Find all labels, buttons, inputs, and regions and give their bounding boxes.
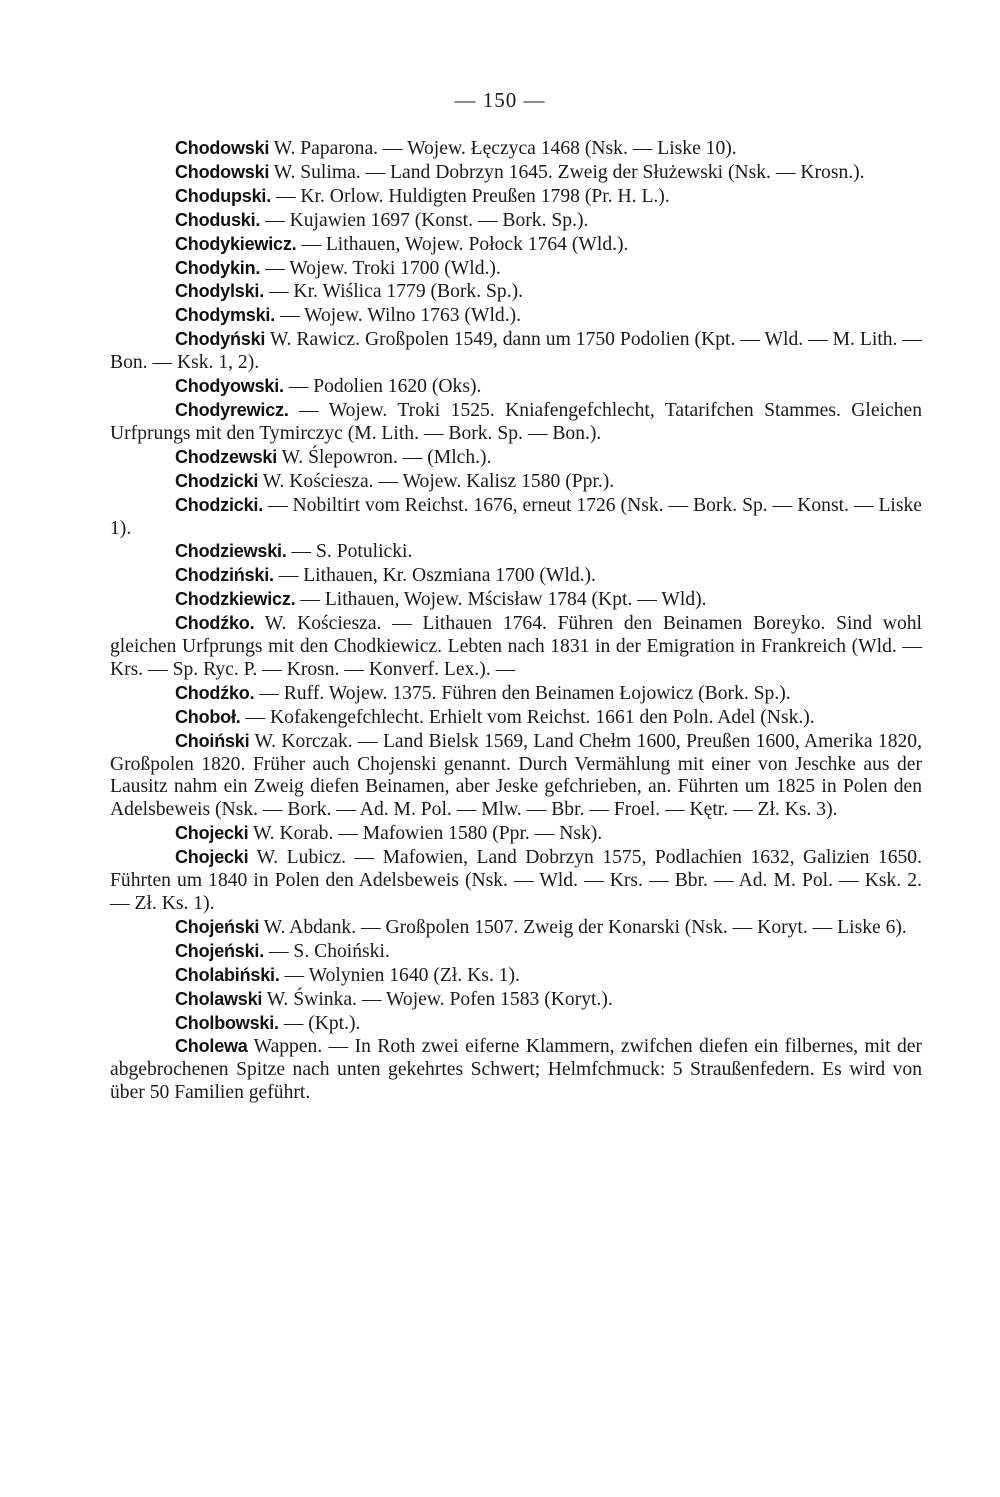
entry [110, 846, 922, 916]
page-number: — 150 — [454, 88, 546, 112]
entry-name: Chodyowski. [175, 376, 284, 397]
entry-text: W. Rawicz. Großpolen 1549, dann um 1750 Podolien (Kpt. — Wld. — M. Lith. — Bon. — Ksk. 1, 2). [110, 329, 923, 374]
entry-text: W. Kościesza. — Lithauen 1764. Führen den Beinamen Boreyko. Sind wohl gleichen Urfprungs mit den Chodkiewicz. Lebten nach 1831 in der Emigration in Frankreich (Wld. — Krs. — Sp. Ryc. P. — Krosn. — Konverf. Lex.). — [110, 613, 922, 680]
entry-text: — Kofakengefchlecht. Erhielt vom Reichst. 1661 den Poln. Adel (Nsk.). [245, 706, 815, 728]
entry-name: Chodzkiewicz. [175, 589, 296, 610]
entry-name: Choiński [175, 730, 250, 751]
entry-name: Cholabiński. [175, 964, 280, 985]
entry-name: Cholawski [175, 988, 263, 1009]
entry [110, 964, 922, 988]
entry [110, 1012, 922, 1036]
entry-name: Chojeński. [175, 940, 265, 961]
entry-name: Chodykin. [175, 257, 261, 278]
entry-name: Chodykiewicz. [175, 233, 297, 254]
entry [110, 494, 922, 541]
entry [110, 304, 922, 328]
entry-text: — Wolynien 1640 (Zł. Ks. 1). [284, 964, 520, 986]
entry-name: Chojecki [175, 823, 249, 844]
entry [110, 375, 922, 399]
entry-text: — Lithauen, Wojew. Połock 1764 (Wld.). [301, 233, 629, 255]
entry-name: Cholewa [175, 1036, 248, 1057]
entry-text: W. Abdank. — Großpolen 1507. Zweig der Konarski (Nsk. — Koryt. — Liske 6). [263, 916, 907, 938]
entry-text: W. Sulima. — Land Dobrzyn 1645. Zweig der Służewski (Nsk. — Krosn.). [273, 161, 865, 183]
entry-name: Chodymski. [175, 305, 276, 326]
entry-name: Chodzewski [175, 446, 278, 467]
entry-name: Chodźko. [175, 613, 255, 634]
entry-name: Chodyński [175, 329, 266, 350]
entry [110, 588, 922, 612]
entry [110, 682, 922, 706]
entry-text: — Wojew. Troki 1525. Kniafengefchlecht, Tatarifchen Stammes. Gleichen Urfprungs mit den Tymirczyc (M. Lith. — Bork. Sp. — Bon.). [110, 399, 922, 444]
entry-name: Chodowski [175, 138, 270, 158]
entry-name: Chodziński. [175, 565, 274, 586]
entry [110, 564, 922, 588]
entry-name: Chodowski [175, 161, 270, 182]
entry-text: — S. Potulicki. [291, 541, 413, 563]
entry-name: Chojecki [175, 847, 249, 868]
entry-name: Chodzicki. [175, 494, 264, 515]
entry-text: — Kr. Wiślica 1779 (Bork. Sp.). [268, 281, 524, 303]
entry [110, 328, 922, 375]
entry [110, 730, 922, 823]
entry-name: Cholbowski. [175, 1012, 279, 1033]
entry [110, 161, 922, 185]
entry-text: — Ruff. Wojew. 1375. Führen den Beinamen Łojowicz (Bork. Sp.). [259, 682, 791, 704]
entry [110, 137, 922, 161]
entry-text: — Wojew. Troki 1700 (Wld.). [265, 257, 501, 279]
entry-name: Chodzicki [175, 470, 259, 491]
entry-text: W. Ślepowron. — (Mlch.). [281, 446, 492, 468]
entry-text: — Lithauen, Wojew. Mścisław 1784 (Kpt. — Wld). [300, 589, 707, 611]
entry-text: — Kujawien 1697 (Konst. — Bork. Sp.). [265, 209, 589, 231]
entry-text: — Lithauen, Kr. Oszmiana 1700 (Wld.). [278, 565, 596, 587]
entry-name: Chodźko. [175, 682, 255, 703]
entry-text: — S. Choiński. [268, 940, 390, 962]
entry [110, 185, 922, 209]
entry [110, 988, 922, 1012]
entry [110, 470, 922, 494]
entry-name: Chojeński [175, 916, 260, 937]
entry [110, 209, 922, 233]
entry [110, 446, 922, 470]
entry [110, 280, 922, 304]
entry [110, 706, 922, 730]
entry [110, 233, 922, 257]
entry-text: W. Korczak. — Land Bielsk 1569, Land Chełm 1600, Preußen 1600, Amerika 1820, Großpolen 1820. Früher auch Chojenski genannt. Durch Vermählung mit einer von Jeschke aus der Lausitz nahm ein Zweig diefen Beinamen, aber Jeske gefchrieben, an. Führten um 1825 in Polen den Adelsbeweis (Nsk. — Bork. — Ad. M. Pol. — Mlw. — Bbr. — Froel. — Kętr. — Zł. Ks. 3). [110, 730, 923, 821]
entry-text: W. Lubicz. — Mafowien, Land Dobrzyn 1575, Podlachien 1632, Galizien 1650. Führten um 1840 in Polen den Adelsbeweis (Nsk. — Wld. — Krs. — Bbr. — Ad. M. Pol. — Ksk. 2. — Zł. Ks. 1). [110, 847, 923, 914]
entry [110, 257, 922, 281]
entry-text: W. Kościesza. — Wojew. Kalisz 1580 (Ppr.). [262, 470, 615, 492]
entry [110, 540, 922, 564]
entry-name: Chodziewski. [175, 541, 287, 562]
entry [110, 1035, 922, 1105]
entry-name: Chodyrewicz. [175, 399, 289, 420]
entry-text: Wappen. — In Roth zwei eiferne Klammern, zwifchen diefen ein filbernes, mit der abgebrochenen Spitze nach unten gekehrtes Schwert; Helmfchmuck: 5 Straußenfedern. Es wird von über 50 Familien geführt. [110, 1036, 922, 1104]
entry-text: — Podolien 1620 (Oks). [288, 376, 482, 398]
entry [110, 399, 922, 446]
entry-name: Choduski. [175, 209, 261, 230]
entry-name: Chodylski. [175, 281, 265, 302]
entry-text: W. Korab. — Mafowien 1580 (Ppr. — Nsk). [252, 823, 603, 845]
entry-name: Chodupski. [175, 185, 271, 206]
entry [110, 822, 922, 846]
entry-text: W. Świnka. — Wojew. Pofen 1583 (Koryt.). [266, 988, 613, 1010]
entry-list [110, 137, 922, 1105]
entry-text: — Kr. Orlow. Huldigten Preußen 1798 (Pr. H. L.). [275, 185, 670, 207]
entry-text: — Nobiltirt vom Reichst. 1676, erneut 1726 (Nsk. — Bork. Sp. — Konst. — Liske 1). [110, 494, 922, 539]
entry [110, 612, 922, 682]
entry [110, 940, 922, 964]
entry-text: W. Paparona. — Wojew. Łęczyca 1468 (Nsk. — Liske 10). [273, 138, 737, 159]
entry-text: — Wojew. Wilno 1763 (Wld.). [279, 305, 522, 327]
entry [110, 916, 922, 940]
entry-text: — (Kpt.). [283, 1012, 361, 1034]
entry-name: Choboł. [175, 706, 241, 727]
